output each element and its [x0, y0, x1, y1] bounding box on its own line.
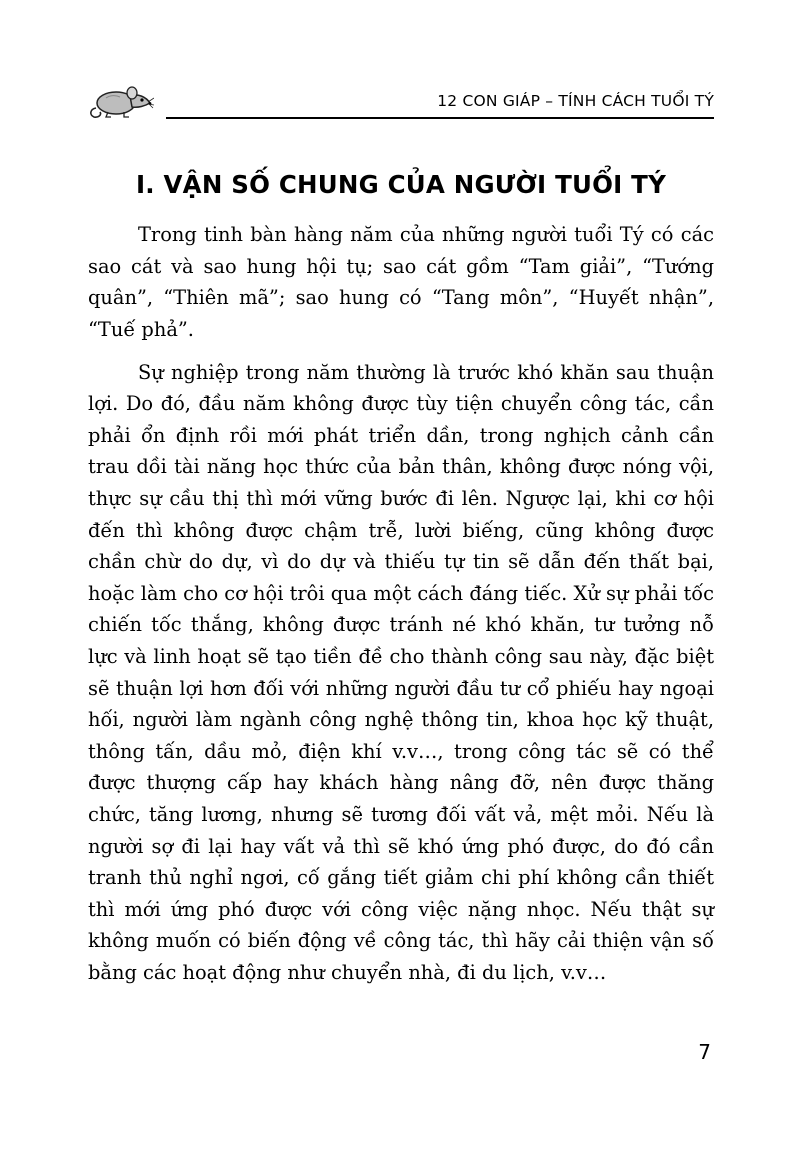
header-divider — [166, 117, 714, 119]
page-number: 7 — [698, 1040, 711, 1064]
paragraph: Sự nghiệp trong năm thường là trước khó khăn sau thuận lợi. Do đó, đầu năm không được tùy tiện chuyển công tác, cần phải ổn định rồi mới phát triển dần, trong nghịch cảnh cần trau dồi tài năng học thức của bản thân, không được nóng vội, thực sự cầu thị thì mới vững bước đi lên. Ngược lại, khi cơ hội đến thì không được chậm trễ, lười biếng, cũng không được chần chừ do dự, vì do dự và thiếu tự tin sẽ dẫn đến thất bại, hoặc làm cho cơ hội trôi qua một cách đáng tiếc. Xử sự phải tốc chiến tốc thắng, không được tránh né khó khăn, tư tưởng nỗ lực và linh hoạt sẽ tạo tiền đề cho thành công sau này, đặc biệt sẽ thuận lợi hơn đối với những người đầu tư cổ phiếu hay ngoại hối, người làm ngành công nghệ thông tin, khoa học kỹ thuật, thông tấn, dầu mỏ, điện khí v.v…, trong công tác sẽ có thể được thượng cấp hay khách hàng nâng đỡ, nên được thăng chức, tăng lương, nhưng sẽ tương đối vất vả, mệt mỏi. Nếu là người sợ đi lại hay vất vả thì sẽ khó ứng phó được, do đó cần tranh thủ nghỉ ngơi, cố gắng tiết giảm chi phí không cần thiết thì mới ứng phó được với công việc nặng nhọc. Nếu thật sự không muốn có biến động về công tác, thì hãy cải thiện vận số bằng các hoạt động như chuyển nhà, đi du lịch, v.v… — [88, 360, 714, 984]
paragraph: Trong tinh bàn hàng năm của những người tuổi Tý có các sao cát và sao hung hội tụ; sao cát gồm “Tam giải”, “Tướng quân”, “Thiên mã”; sao hung có “Tang môn”, “Huyết nhận”, “Tuế phả”. — [88, 223, 714, 341]
body-text — [88, 219, 714, 1000]
series-title: 12 CON GIÁP – TÍNH CÁCH TUỔI TÝ — [437, 92, 714, 110]
running-header — [88, 78, 714, 120]
rat-icon — [88, 78, 154, 120]
chapter-title: I. VẬN SỐ CHUNG CỦA NGƯỜI TUỔI TÝ — [135, 170, 667, 200]
